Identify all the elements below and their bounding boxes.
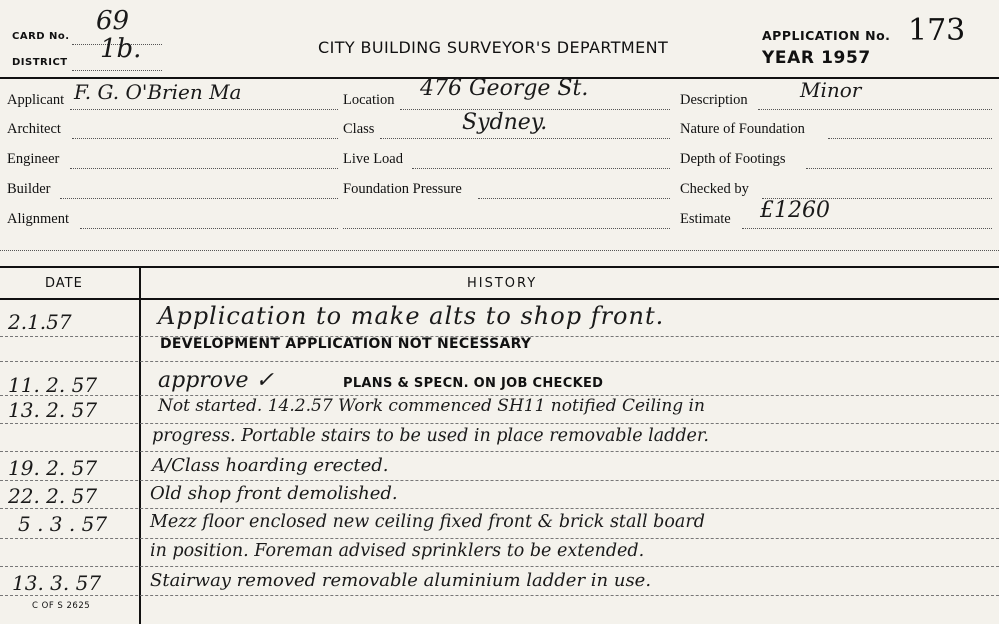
history-row-text: progress. Portable stairs to be used in place removable ladder. <box>152 426 709 446</box>
estimate-value: £1260 <box>760 198 830 223</box>
history-row-text: Stairway removed removable aluminium ladder in use. <box>150 570 652 591</box>
history-row-text: approve ✓ <box>158 368 274 393</box>
history-row-text: in position. Foreman advised sprinklers to be extended. <box>150 541 645 561</box>
history-row-text: Mezz floor enclosed new ceiling fixed front & brick stall board <box>150 512 705 532</box>
architect-label: Architect <box>7 121 61 137</box>
district-value: 1b. <box>100 34 142 64</box>
card-no-label: CARD No. <box>12 31 70 42</box>
history-row-text: A/Class hoarding erected. <box>152 455 389 476</box>
history-row-text: Application to make alts to shop front. <box>158 302 665 330</box>
history-row-date: 11. 2. 57 <box>8 373 98 397</box>
form-code: C OF S 2625 <box>32 601 91 611</box>
history-column-header: HISTORY <box>467 276 538 291</box>
application-no-label: APPLICATION No. <box>762 28 891 43</box>
history-row-text: Old shop front demolished. <box>150 483 398 504</box>
year-label: YEAR 1957 <box>762 48 871 68</box>
class-label: Class <box>343 121 375 137</box>
application-no-value: 173 <box>908 13 966 48</box>
engineer-label: Engineer <box>7 151 60 167</box>
location-label: Location <box>343 92 395 108</box>
history-row-date: 19. 2. 57 <box>8 456 98 480</box>
history-row-date: 22. 2. 57 <box>8 484 98 508</box>
description-value: Minor <box>800 78 862 102</box>
estimate-label: Estimate <box>680 211 731 227</box>
history-row-date: 13. 3. 57 <box>12 571 102 595</box>
nature-foundation-label: Nature of Foundation <box>680 121 805 137</box>
alignment-label: Alignment <box>7 211 70 227</box>
applicant-label: Applicant <box>7 92 65 108</box>
card-no-value: 69 <box>96 6 130 36</box>
department-title: CITY BUILDING SURVEYOR'S DEPARTMENT <box>318 38 669 57</box>
checked-by-label: Checked by <box>680 181 749 197</box>
development-stamp: DEVELOPMENT APPLICATION NOT NECESSARY <box>160 336 532 352</box>
description-label: Description <box>680 92 748 108</box>
builder-label: Builder <box>7 181 51 197</box>
foundation-pressure-label: Foundation Pressure <box>343 181 462 197</box>
history-row-text: Not started. 14.2.57 Work commenced SH11 notified Ceiling in <box>158 396 705 416</box>
history-row-date: 13. 2. 57 <box>8 398 98 422</box>
depth-footings-label: Depth of Footings <box>680 151 786 167</box>
location-value-2: Sydney. <box>462 110 548 135</box>
live-load-label: Live Load <box>343 151 403 167</box>
location-value: 476 George St. <box>420 76 589 101</box>
date-column-header: DATE <box>45 276 83 291</box>
history-row-date: 2.1.57 <box>8 310 72 334</box>
history-row-date: 5 . 3 . 57 <box>18 512 108 536</box>
applicant-value: F. G. O'Brien Ma <box>74 80 242 104</box>
plans-checked-stamp: PLANS & SPECN. ON JOB CHECKED <box>343 376 604 391</box>
district-label: DISTRICT <box>12 57 68 68</box>
